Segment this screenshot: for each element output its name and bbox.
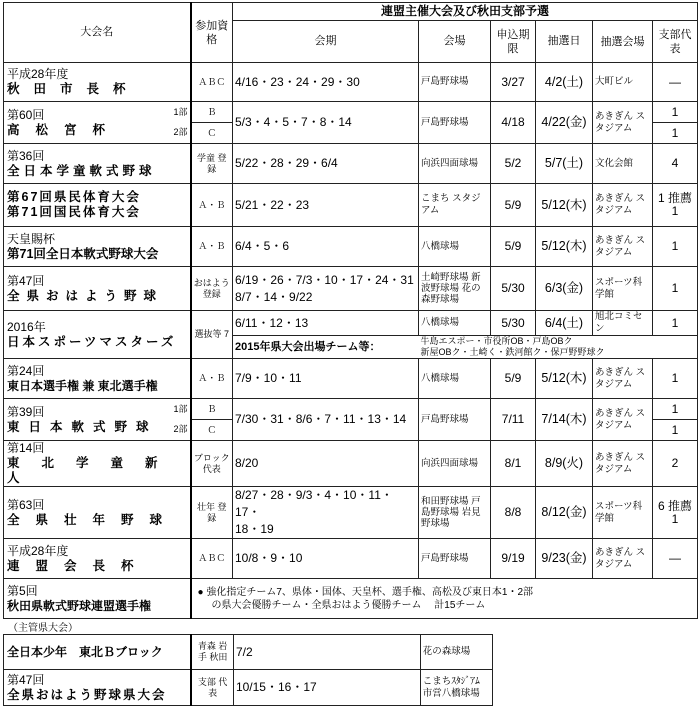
venue: 花の森球場 bbox=[420, 635, 492, 670]
qualification-note: ● 強化指定チーム7、県体・国体、天皇杯、選手権、高松及び東日本1・2部 の県大会優勝チーム・全県おはよう優勝チーム 計15チーム bbox=[191, 579, 698, 619]
tournament-schedule-table bbox=[3, 2, 698, 619]
eligibility: 青森 岩手 秋田 bbox=[191, 635, 233, 670]
representatives: 1 bbox=[653, 420, 698, 441]
table-row bbox=[4, 399, 698, 420]
deadline: 8/8 bbox=[491, 487, 536, 539]
division-1: 1部 bbox=[173, 404, 188, 414]
tournament-name: 第67回県民体育大会 第71回国民体育大会 bbox=[4, 184, 191, 227]
dates: 10/15・16・17 bbox=[233, 670, 420, 706]
eligibility: 学童 登録 bbox=[191, 144, 233, 184]
table-row bbox=[4, 539, 698, 579]
header-name: 大会名 bbox=[4, 3, 191, 63]
representatives: 1 bbox=[653, 311, 698, 336]
tournament-name: 第39回 東日本軟式野球 1部 2部 bbox=[4, 399, 191, 441]
draw-date: 9/23(金) bbox=[536, 539, 593, 579]
draw-venue: 文化会館 bbox=[593, 144, 653, 184]
dates: 8/27・28・9/3・4・10・11・17・ 18・19 bbox=[233, 487, 419, 539]
deadline: 5/30 bbox=[491, 267, 536, 311]
representatives: 1 bbox=[653, 399, 698, 420]
dates: 4/16・23・24・29・30 bbox=[233, 63, 419, 102]
venue: 向浜四面球場 bbox=[419, 144, 491, 184]
draw-date: 5/12(木) bbox=[536, 184, 593, 227]
draw-venue: あきぎん スタジアム bbox=[593, 102, 653, 144]
eligibility: ブロック 代表 bbox=[191, 441, 233, 487]
venue: 八橋球場 bbox=[419, 227, 491, 267]
table-row bbox=[4, 670, 493, 706]
dates: 7/30・31・8/6・7・11・13・14 bbox=[233, 399, 419, 441]
representatives: 1 bbox=[653, 267, 698, 311]
draw-date: 4/2(土) bbox=[536, 63, 593, 102]
draw-date: 5/12(木) bbox=[536, 359, 593, 399]
tournament-name: 平成28年度 秋田市長杯 bbox=[4, 63, 191, 102]
draw-venue: あきぎん スタジアム bbox=[593, 399, 653, 441]
draw-date: 5/7(土) bbox=[536, 144, 593, 184]
table-row bbox=[4, 579, 698, 619]
tournament-name: 第47回 全県おはよう野球 bbox=[4, 267, 191, 311]
dates: 6/4・5・6 bbox=[233, 227, 419, 267]
deadline: 5/9 bbox=[491, 184, 536, 227]
table-row bbox=[4, 359, 698, 399]
representatives: 1 bbox=[653, 359, 698, 399]
table-row bbox=[4, 267, 698, 311]
eligibility: Ｃ bbox=[191, 123, 233, 144]
dates: 5/22・28・29・6/4 bbox=[233, 144, 419, 184]
eligibility: Ｂ bbox=[191, 399, 233, 420]
dates: 8/20 bbox=[233, 441, 419, 487]
table-row bbox=[4, 102, 698, 123]
draw-date: 8/12(金) bbox=[536, 487, 593, 539]
eligibility: Ａ・Ｂ bbox=[191, 227, 233, 267]
tournament-name: 第14回 東北学童新人 bbox=[4, 441, 191, 487]
eligibility: Ａ・Ｂ bbox=[191, 184, 233, 227]
division-1: 1部 bbox=[173, 107, 188, 117]
table-row bbox=[4, 635, 493, 670]
deadline: 3/27 bbox=[491, 63, 536, 102]
eligibility: 選抜等 7 bbox=[191, 311, 233, 359]
dates: 5/3・4・5・7・8・14 bbox=[233, 102, 419, 144]
deadline: 5/30 bbox=[491, 311, 536, 336]
division-2: 2部 bbox=[173, 127, 188, 137]
table-row bbox=[4, 487, 698, 539]
venue: 八橋球場 bbox=[419, 359, 491, 399]
venue: 戸島野球場 bbox=[419, 63, 491, 102]
tournament-name: 天皇賜杯 第71回全日本軟式野球大会 bbox=[4, 227, 191, 267]
venue: 向浜四面球場 bbox=[419, 441, 491, 487]
header-venue: 会場 bbox=[419, 21, 491, 63]
deadline: 9/19 bbox=[491, 539, 536, 579]
header-draw-venue: 抽選会場 bbox=[593, 21, 653, 63]
dates: 7/2 bbox=[233, 635, 420, 670]
deadline: 5/9 bbox=[491, 227, 536, 267]
table-row bbox=[4, 441, 698, 487]
draw-venue: あきぎん スタジアム bbox=[593, 539, 653, 579]
tournament-name: 第5回 秋田県軟式野球連盟選手権 bbox=[4, 579, 191, 619]
eligibility: 支部 代表 bbox=[191, 670, 233, 706]
eligibility: ＡＢＣ bbox=[191, 63, 233, 102]
venue: 戸島野球場 bbox=[419, 102, 491, 144]
draw-venue: スポーツ科 学館 bbox=[593, 487, 653, 539]
deadline: 5/9 bbox=[491, 359, 536, 399]
representatives: 2 bbox=[653, 441, 698, 487]
header-group-title: 連盟主催大会及び秋田支部予選 bbox=[233, 3, 698, 21]
representatives: 4 bbox=[653, 144, 698, 184]
header-rep: 支部代表 bbox=[653, 21, 698, 63]
venue: 和田野球場 戸島野球場 岩見野球場 bbox=[419, 487, 491, 539]
representatives: 1 bbox=[653, 227, 698, 267]
draw-venue: 大町ビル bbox=[593, 63, 653, 102]
eligibility: ＡＢＣ bbox=[191, 539, 233, 579]
venue: こまち スタジアム bbox=[419, 184, 491, 227]
draw-date: 5/12(木) bbox=[536, 227, 593, 267]
venue: 戸島野球場 bbox=[419, 399, 491, 441]
tournament-name: 2016年 日本スポーツマスターズ bbox=[4, 311, 191, 359]
representatives: 1 推薦1 bbox=[653, 184, 698, 227]
eligibility: Ｂ bbox=[191, 102, 233, 123]
draw-venue: あきぎん スタジアム bbox=[593, 227, 653, 267]
deadline: 8/1 bbox=[491, 441, 536, 487]
venue: 八橋球場 bbox=[419, 311, 491, 336]
dates: 7/9・10・11 bbox=[233, 359, 419, 399]
host-tournament-table bbox=[3, 634, 493, 706]
draw-date: 6/4(土) bbox=[536, 311, 593, 336]
draw-date: 6/3(金) bbox=[536, 267, 593, 311]
tournament-name: 平成28年度 連盟会長杯 bbox=[4, 539, 191, 579]
representatives: 1 bbox=[653, 102, 698, 123]
tournament-name: 第47回 全県おはよう野球県大会 bbox=[4, 670, 192, 706]
dates: 6/11・12・13 bbox=[233, 311, 419, 336]
draw-venue: スポーツ科 学館 bbox=[593, 267, 653, 311]
venue: 土崎野球場 新波野球場 花の森野球場 bbox=[419, 267, 491, 311]
deadline: 7/11 bbox=[491, 399, 536, 441]
header-dates: 会期 bbox=[233, 21, 419, 63]
table-row bbox=[4, 63, 698, 102]
tournament-name: 第63回 全県壮年野球 bbox=[4, 487, 191, 539]
draw-venue: あきぎん スタジアム bbox=[593, 441, 653, 487]
table-row bbox=[4, 184, 698, 227]
venue: 戸島野球場 bbox=[419, 539, 491, 579]
header-draw: 抽選日 bbox=[536, 21, 593, 63]
table-row bbox=[4, 227, 698, 267]
dates: 5/21・22・23 bbox=[233, 184, 419, 227]
tournament-name: 全日本少年 東北Ｂブロック bbox=[4, 635, 192, 670]
tournament-name: 第36回 全日本学童軟式野球 bbox=[4, 144, 191, 184]
note-title: 2015年県大会出場チーム等： bbox=[233, 336, 419, 359]
representatives: ― bbox=[653, 539, 698, 579]
table-row bbox=[4, 144, 698, 184]
note-teams: 牛島エスポー・市役所OB・戸島OBク 新屋OBク・土崎く・鉄河館ク・保戸野野球ク bbox=[419, 336, 698, 359]
draw-date: 8/9(火) bbox=[536, 441, 593, 487]
table-row bbox=[4, 311, 698, 336]
eligibility: おはよう 登録 bbox=[191, 267, 233, 311]
venue: こまちｽﾀｼﾞｱﾑ 市営八橋球場 bbox=[420, 670, 492, 706]
division-2: 2部 bbox=[173, 424, 188, 434]
draw-date: 7/14(木) bbox=[536, 399, 593, 441]
draw-date: 4/22(金) bbox=[536, 102, 593, 144]
header-eligibility: 参加資格 bbox=[191, 3, 233, 63]
dates: 10/8・9・10 bbox=[233, 539, 419, 579]
tournament-name: 第60回 高松宮杯 1部 2部 bbox=[4, 102, 191, 144]
eligibility: Ａ・Ｂ bbox=[191, 359, 233, 399]
deadline: 5/2 bbox=[491, 144, 536, 184]
representatives: 1 bbox=[653, 123, 698, 144]
tournament-name: 第24回 東日本選手権 兼 東北選手権 bbox=[4, 359, 191, 399]
draw-venue: あきぎん スタジアム bbox=[593, 359, 653, 399]
representatives: ― bbox=[653, 63, 698, 102]
representatives: 6 推薦1 bbox=[653, 487, 698, 539]
deadline: 4/18 bbox=[491, 102, 536, 144]
host-section-label: （主管県大会） bbox=[8, 623, 78, 634]
draw-venue: 旭北コミセン bbox=[593, 311, 653, 336]
eligibility: Ｃ bbox=[191, 420, 233, 441]
eligibility: 壮年 登録 bbox=[191, 487, 233, 539]
dates: 6/19・26・7/3・10・17・24・31 8/7・14・9/22 bbox=[233, 267, 419, 311]
header-deadline: 申込期限 bbox=[491, 21, 536, 63]
draw-venue: あきぎん スタジアム bbox=[593, 184, 653, 227]
